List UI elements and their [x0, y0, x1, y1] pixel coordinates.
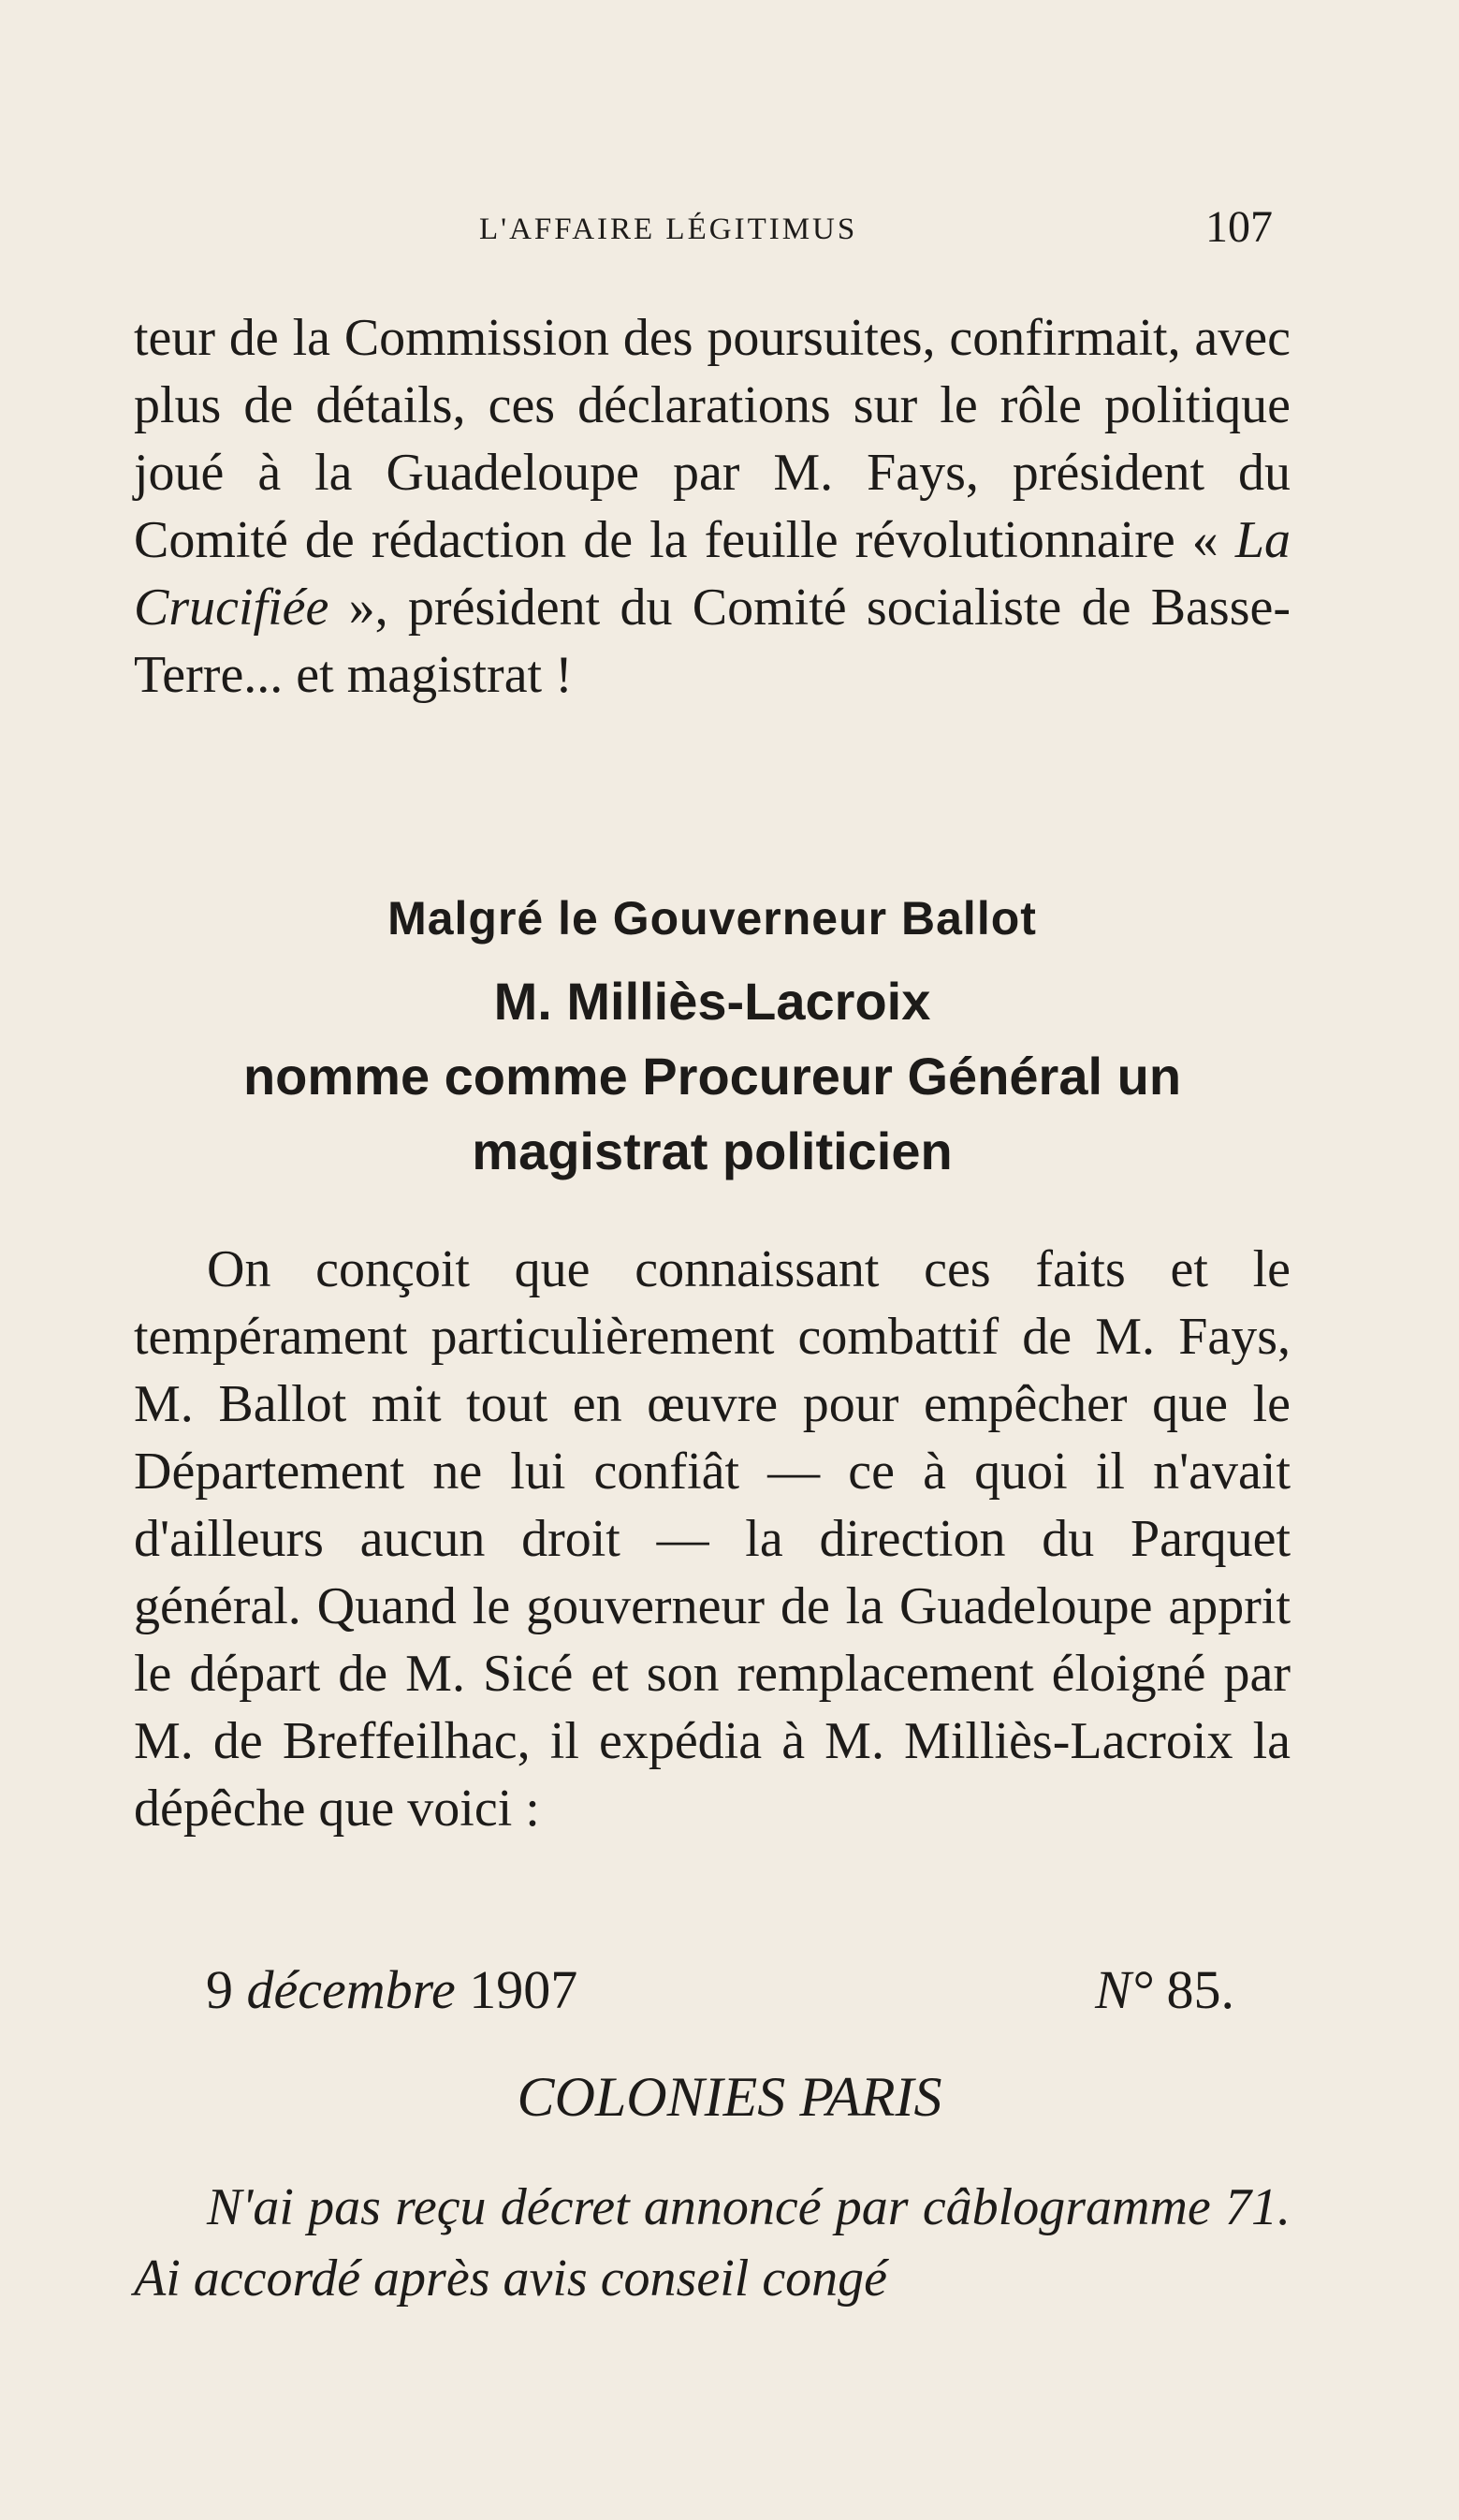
dispatch-number [1095, 1958, 1234, 2021]
paragraph-1-text-before: teur de la Commission des poursuites, confirmait, avec plus de détails, ces déclarations sur le rôle politique joué à la Guadeloupe par M. Fays, président du Comité de rédaction de la feuille révolutionnaire « [134, 309, 1291, 569]
paragraph-2 [134, 1236, 1291, 1842]
telegram-text-block [134, 2172, 1291, 2314]
dispatch-addressee: COLONIES PARIS [517, 2066, 942, 2128]
dispatch-year: 1907 [469, 1959, 578, 2020]
dispatch-date [206, 1958, 577, 2021]
dispatch-header [0, 1958, 1459, 2033]
paragraph-2-text: On conçoit que connaissant ces faits et le tempérament particulièrement combattif de M. Fays, M. Ballot mit tout en œuvre pour empêcher que le Département ne lui confiât — ce à quoi il n'avait d'ailleurs aucun droit — la direction du Parquet général. Quand le gouverneur de la Guadeloupe apprit le départ de M. Sicé et son remplacement éloigné par M. de Breffeilhac, il expédia à M. Milliès-Lacroix la dépêche que voici : [134, 1240, 1291, 1838]
dispatch-number-label: N° [1095, 1959, 1153, 2020]
headline-line-2: M. Milliès-Lacroix [493, 972, 931, 1031]
headline-line-3: nomme comme Procureur Général un [242, 1047, 1182, 1106]
paragraph-1 [134, 304, 1291, 709]
headline-main [134, 964, 1291, 1189]
paragraph-1-text-after: », président du Comité socialiste de Basse-Terre... et magistrat ! [134, 579, 1291, 704]
telegram-text: N'ai pas reçu décret annoncé par câblogramme 71. Ai accordé après avis conseil congé [134, 2178, 1291, 2308]
dispatch-number-value: 85. [1166, 1959, 1234, 2020]
running-title: L'AFFAIRE LÉGITIMUS [479, 212, 858, 246]
dispatch-day: 9 [206, 1959, 233, 2020]
page-number: 107 [1205, 202, 1273, 252]
running-header [0, 201, 1459, 257]
headline-kicker: Malgré le Gouverneur Ballot [387, 892, 1037, 945]
dispatch-month: décembre [246, 1959, 456, 2020]
journal-title: La Crucifiée [134, 511, 1291, 637]
headline-line-4: magistrat politicien [472, 1121, 953, 1180]
